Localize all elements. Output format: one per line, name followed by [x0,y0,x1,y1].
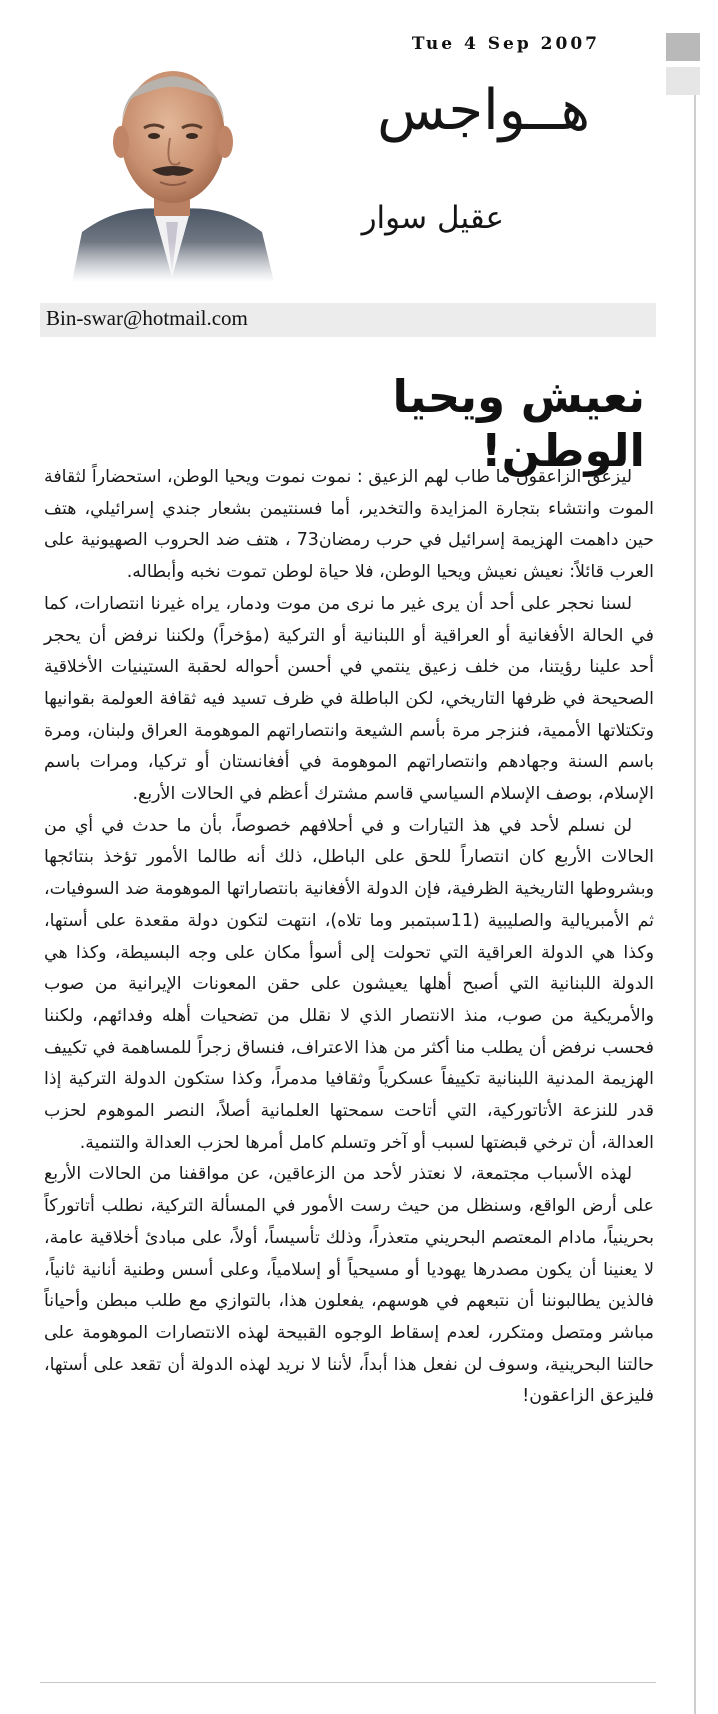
right-margin-rule [694,95,696,1714]
author-name: عقيل سوار [361,200,504,236]
article-body [44,462,654,1413]
decorative-square-light [666,67,700,95]
author-email: Bin-swar@hotmail.com [46,306,248,330]
article-paragraph: لهذه الأسباب مجتمعة، لا نعتذر لأحد من الزعاقين، عن مواقفنا من الحالات الأربع على أرض الواقع، وسنظل من حيث رست الأمور في المسألة التركية، نطلب أتاتوركاً بحرينياً، مادام المعتصم البحريني متعذراً، وذلك تأسيساً، أولاً، على مبادئ أخلاقية عامة، لا يعنينا أن يكون مصدرها يهوديا أو مسيحياً أو إسلامياً، وعلى أسس وطنية أنانية ثانياً، فالذين يطالبوننا أن نتبعهم في هوسهم، يفعلون هذا، بالتوازي مع طلب مبطن وأحياناً مباشر ومتصل ومتكرر، لعدم إسقاط الوجوه القبيحة لهذه الانتصارات الموهومة على حالتنا البحرينية، وسوف لن نفعل هذا أبداً، لأننا لا نريد لهذه الدولة أن تقعد على أستها، فليزعق الزاعقون! [44,1164,654,1407]
bottom-rule [40,1682,656,1683]
article-paragraph: لن نسلم لأحد في هذ التيارات و في أحلافهم خصوصاً، بأن ما حدث في أي من الحالات الأربع كان انتصاراً للحق على الباطل، ذلك أنه طالما الأمور تؤخذ بنتائجها وبشروطها التاريخية الظرفية، فإن الدولة الأفغانية بانتصاراتها الموهومة ضد السوفيات، ثم الأمبريالية والصليبية (11سبتمبر وما تلاه)، انتهت لتكون دولة مقعدة على أستها، وكذا هي الدولة العراقية التي تحولت إلى أسوأ مكان على وجه البسيطة، وكذا هي الدولة اللبنانية التي أصبح أهلها يعيشون على حقن المعونات الإيرانية من صوب والأمريكية من صوب، منذ الانتصار الذي لا نقلل من تضحيات أهله وفدائهم، ولكننا فحسب نرفض أن يطلب منا أكثر من هذا الاعتراف، فنساق زجراً للمساهمة في تكييف الهزيمة المدنية اللبنانية تكييفاً عسكرياً وثقافيا مدمراً، وكذا ستكون الدولة التركية إذا قدر للنزعة الأتاتوركية، التي أتاحت سمحتها العلمانية أصلاً، النصر الموهوم لحزب العدالة، أن ترخي قبضتها لسبب أو آخر وتسلم كامل أمرها لحزب العدالة والتنمية. [44,815,654,1153]
article-paragraph: لسنا نحجر على أحد أن يرى غير ما نرى من موت ودمار، يراه غيرنا انتصارات، كما في الحالة الأفغانية أو العراقية أو اللبنانية أو التركية (مؤخراً) ولكننا نرفض أن يحجر أحد علينا رؤيتنا، من خلف زعيق ينتمي في أحسن أحواله لحقبة الستينيات الأخلاقية الصحيحة في ظرفها التاريخي، لكن الباطلة في ظرف تسيد فيه ثقافة العولمة بقوانيها وتكتلاتها الأممية، فنزجر مرة بأسم الشيعة وانتصاراتهم الموهومة العراق ولبنان، ومرة باسم السنة وجهادهم وانتصاراتهم الموهومة في أفغانستان أو تركيا، ومرات باسم الإسلام، بوصف الإسلام السياسي قاسم مشترك أعظم في الحالات الأربع. [44,593,654,805]
publication-date: Tue 4 Sep 2007 [411,34,600,54]
article-paragraph: ليزعق الزاعقون ما طاب لهم الزعيق : نموت نموت ويحيا الوطن، استحضاراً لثقافة الموت وانتشاء بتجارة المزايدة والتخدير، أما فسنتيمن بشعار جندي إسرائيلي، هتف حين داهمت الهزيمة إسرائيل في حرب رمضان73 ، هتف ضد الحروب الصهيونية على العرب قائلاً: نعيش نعيش ويحيا الوطن، فلا حياة لوطن تموت نخبه وأبطاله. [44,467,654,583]
author-portrait [62,42,284,282]
article-headline: نعيش ويحيا الوطن! [392,370,645,477]
column-title: هــواجس [377,78,590,143]
decorative-square-dark [666,33,700,61]
